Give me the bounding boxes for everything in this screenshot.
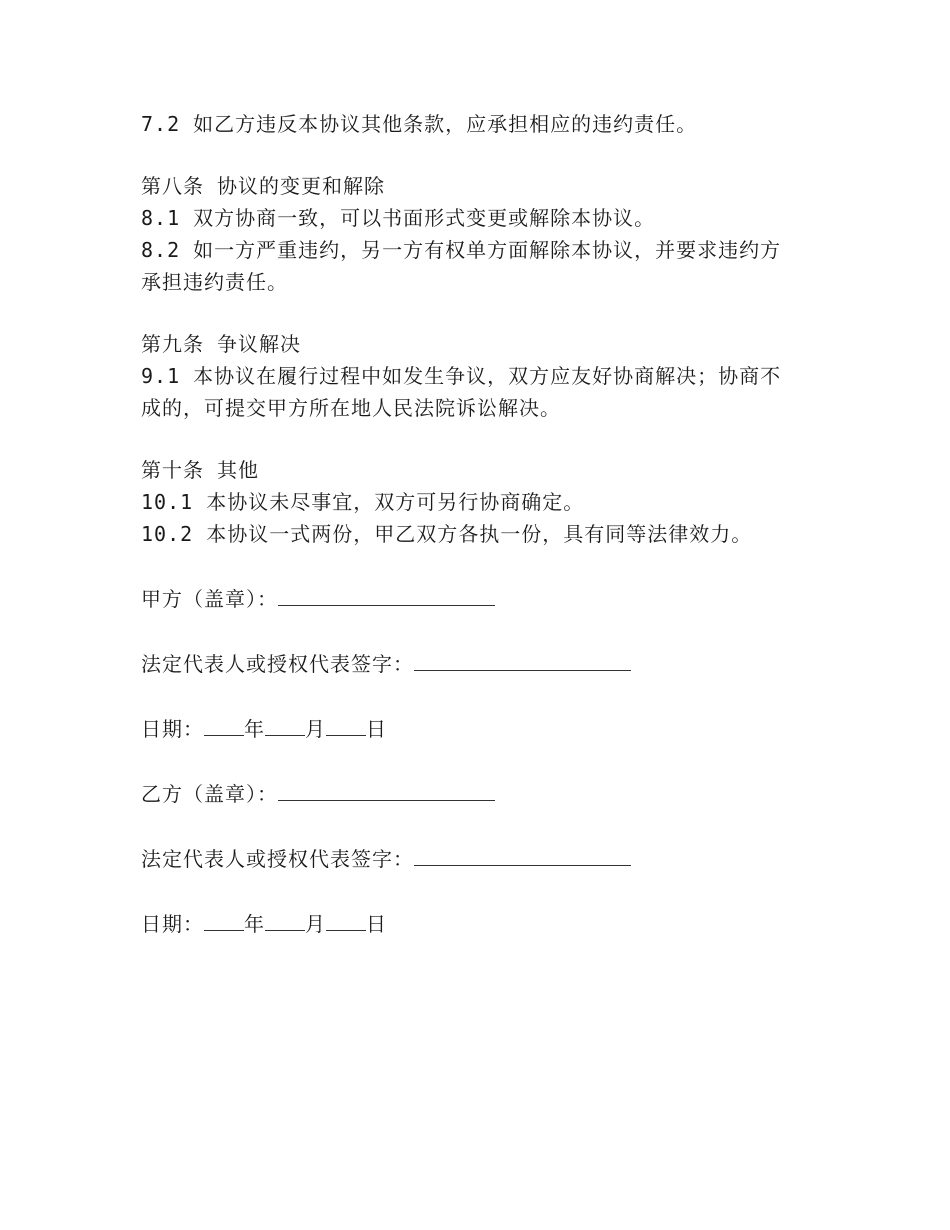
document-body [141,108,801,940]
spacer [141,550,801,583]
party-a-seal-label: 甲方（盖章）： [141,587,278,611]
party-a-seal-field[interactable] [278,583,495,606]
article-10-heading: 第十条 其他 [141,458,260,482]
party-b-date-label: 日期： [141,912,204,936]
party-a-date-label: 日期： [141,717,204,741]
spacer [141,810,801,843]
party-b-seal-label: 乙方（盖章）： [141,782,278,806]
party-b-year-label: 年 [244,912,265,936]
party-a-seal-row [141,583,801,615]
clause-8-2-line-1: 8.2 如一方严重违约，另一方有权单方面解除本协议，并要求违约方 [141,238,782,262]
party-b-day-field[interactable] [326,908,366,931]
party-a-rep-signature-field[interactable] [414,648,631,671]
party-b-month-field[interactable] [265,908,305,931]
party-a-year-field[interactable] [204,713,244,736]
spacer [141,298,801,328]
party-b-rep-row [141,843,801,875]
party-a-rep-label: 法定代表人或授权代表签字： [141,652,414,676]
spacer [141,140,801,170]
spacer [141,745,801,778]
party-b-rep-label: 法定代表人或授权代表签字： [141,847,414,871]
party-b-seal-row [141,778,801,810]
clause-9-1-line-2: 成的，可提交甲方所在地人民法院诉讼解决。 [141,396,561,420]
clause-10-1: 10.1 本协议未尽事宜，双方可另行协商确定。 [141,490,585,514]
article-8-heading: 第八条 协议的变更和解除 [141,174,386,198]
party-b-year-field[interactable] [204,908,244,931]
party-a-day-field[interactable] [326,713,366,736]
party-b-rep-signature-field[interactable] [414,843,631,866]
clause-8-1: 8.1 双方协商一致，可以书面形式变更或解除本协议。 [141,206,656,230]
party-a-year-label: 年 [244,717,265,741]
party-a-day-label: 日 [366,717,387,741]
party-a-month-field[interactable] [265,713,305,736]
clause-9-1-line-1: 9.1 本协议在履行过程中如发生争议，双方应友好协商解决；协商不 [141,364,782,388]
party-b-seal-field[interactable] [278,778,495,801]
clause-7-2: 7.2 如乙方违反本协议其他条款，应承担相应的违约责任。 [141,112,698,136]
party-b-date-row [141,908,801,940]
party-a-month-label: 月 [305,717,326,741]
spacer [141,424,801,454]
spacer [141,615,801,648]
party-a-date-row [141,713,801,745]
clause-10-2: 10.2 本协议一式两份，甲乙双方各执一份，具有同等法律效力。 [141,522,753,546]
article-9-heading: 第九条 争议解决 [141,332,302,356]
party-a-rep-row [141,648,801,680]
party-b-day-label: 日 [366,912,387,936]
spacer [141,875,801,908]
clause-8-2-line-2: 承担违约责任。 [141,270,288,294]
party-b-month-label: 月 [305,912,326,936]
spacer [141,680,801,713]
